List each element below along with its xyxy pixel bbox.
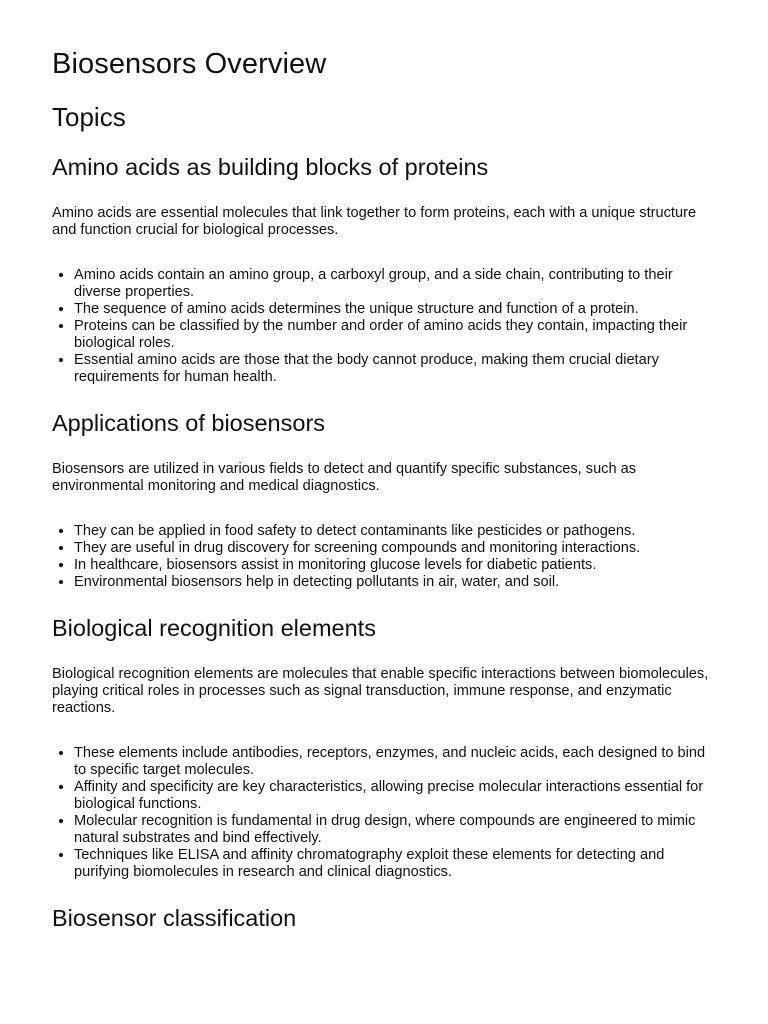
page-title: Biosensors Overview (52, 48, 327, 80)
list-item: • In healthcare, biosensors assist in monitoring glucose levels for diabetic patients. (74, 557, 716, 574)
bullet-list (52, 745, 716, 881)
list-item: • Environmental biosensors help in detecting pollutants in air, water, and soil. (74, 574, 716, 591)
topics-heading: Topics (52, 102, 126, 132)
list-item: • Essential amino acids are those that the body cannot produce, making them crucial dietary requirements for human health. (74, 352, 716, 386)
list-item: • The sequence of amino acids determines the unique structure and function of a protein. (74, 301, 716, 318)
bullet-list (52, 267, 716, 386)
list-item: • Proteins can be classified by the number and order of amino acids they contain, impacting their biological roles. (74, 318, 716, 352)
section-intro: Biological recognition elements are molecules that enable specific interactions between biomolecules, playing critical roles in processes such as signal transduction, immune response, and enzymatic reactions. (52, 666, 709, 716)
list-item: • Affinity and specificity are key characteristics, allowing precise molecular interactions essential for biological functions. (74, 779, 716, 813)
section-classification (52, 903, 716, 933)
list-item: • These elements include antibodies, receptors, enzymes, and nucleic acids, each designed to bind to specific target molecules. (74, 745, 716, 779)
section-heading: Amino acids as building blocks of proteins (52, 154, 489, 180)
section-heading: Biosensor classification (52, 905, 297, 931)
list-item: • Techniques like ELISA and affinity chromatography exploit these elements for detecting and purifying biomolecules in research and clinical diagnostics. (74, 847, 716, 881)
section-amino-acids (52, 152, 716, 386)
section-intro: Amino acids are essential molecules that link together to form proteins, each with a unique structure and function crucial for biological processes. (52, 205, 697, 238)
section-recognition-elements (52, 613, 716, 881)
list-item: • Molecular recognition is fundamental in drug design, where compounds are engineered to mimic natural substrates and bind effectively. (74, 813, 716, 847)
list-item: • Amino acids contain an amino group, a carboxyl group, and a side chain, contributing to their diverse properties. (74, 267, 716, 301)
list-item: • They are useful in drug discovery for screening compounds and monitoring interactions. (74, 540, 716, 557)
bullet-list (52, 523, 716, 591)
section-heading: Applications of biosensors (52, 410, 326, 436)
list-item: • They can be applied in food safety to detect contaminants like pesticides or pathogens. (74, 523, 716, 540)
section-heading: Biological recognition elements (52, 615, 376, 641)
section-applications (52, 408, 716, 591)
section-intro: Biosensors are utilized in various fields to detect and quantify specific substances, such as environmental monitoring and medical diagnostics. (52, 461, 637, 494)
